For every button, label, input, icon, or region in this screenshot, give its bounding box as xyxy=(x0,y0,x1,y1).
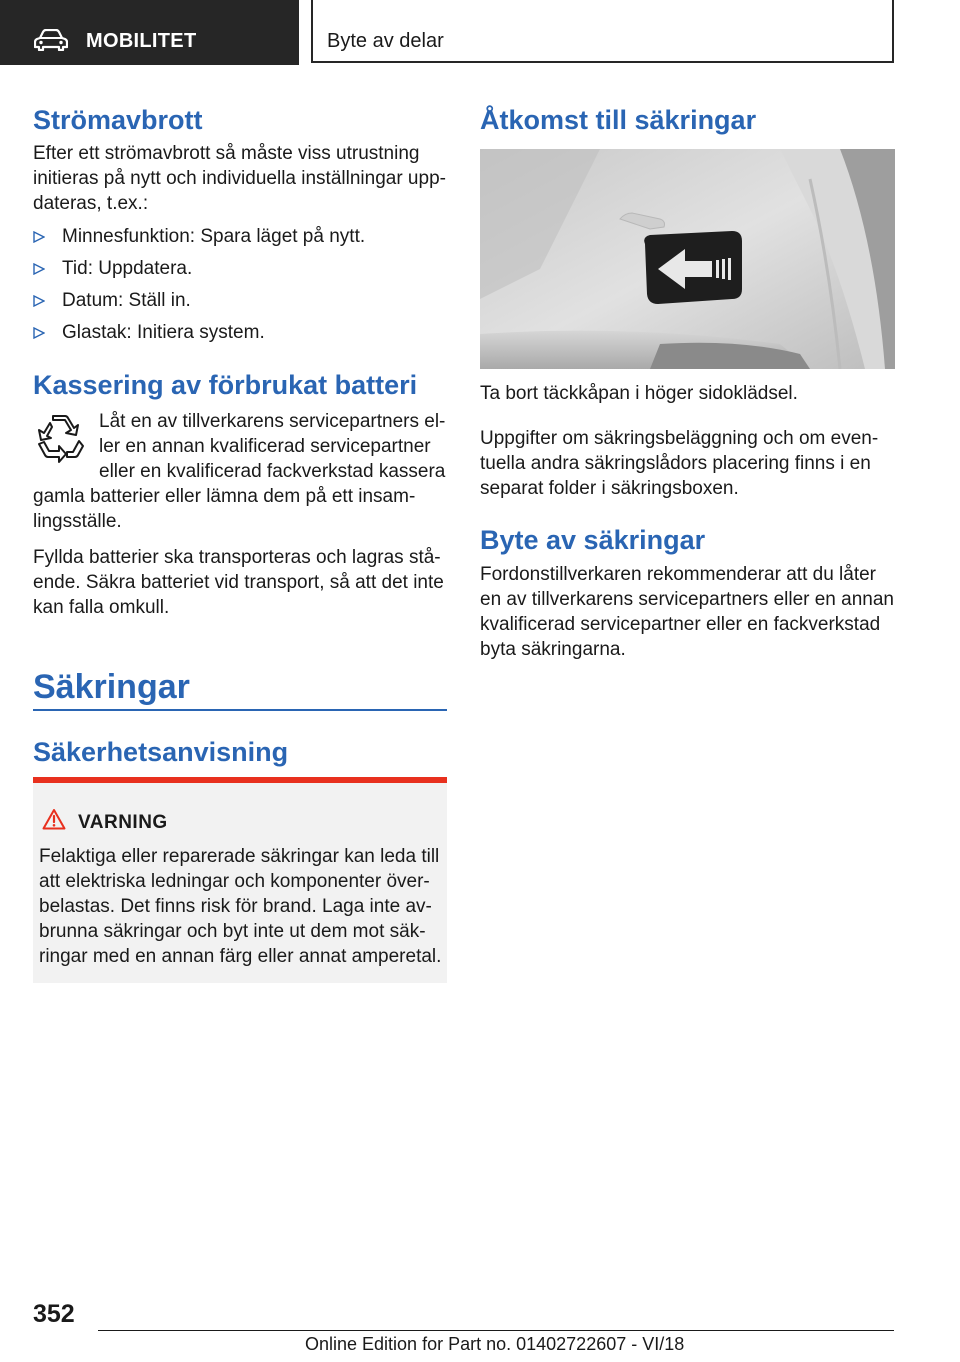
triangle-bullet-icon xyxy=(33,295,45,307)
fuse-replace-para: Fordonstillverkaren rekommenderar att du låter en av tillverkarens servicepartners eller en annan kvalificerad servicepartner eller en fackverkstad byta säkringarna. xyxy=(480,564,894,660)
power-outage-intro: Efter ett strömavbrott så måste viss utrustning initieras på nytt och individuella inställningar upp-dateras, t.ex.: xyxy=(33,143,446,214)
fuse-replace-heading: Byte av säkringar xyxy=(480,525,706,555)
car-icon xyxy=(34,29,68,51)
triangle-bullet-icon xyxy=(33,263,45,275)
chapter-header xyxy=(311,0,894,63)
fuses-title: Säkringar xyxy=(33,668,190,706)
power-outage-heading: Strömavbrott xyxy=(33,105,203,135)
edition-note: Online Edition for Part no. 01402722607 - VI/18 xyxy=(305,1334,685,1354)
footer-divider xyxy=(98,1330,894,1331)
photo-caption: Ta bort täckkåpan i höger sidoklädsel. xyxy=(480,383,798,404)
section-label: MOBILITET xyxy=(86,30,197,52)
battery-transport-para: Fyllda batterier ska transporteras och lagras stå-ende. Säkra batteriet vid transport, så att det inte kan falla omkull. xyxy=(33,547,444,618)
fuse-access-para: Uppgifter om säkringsbeläggning och om even-tuella andra säkringslådors placering finns i en separat folder i säkringsboxen. xyxy=(480,428,879,499)
section-divider xyxy=(33,709,447,711)
page-number: 352 xyxy=(33,1300,75,1328)
battery-disposal-heading: Kassering av förbrukat batteri xyxy=(33,370,418,400)
fuse-access-heading: Åtkomst till säkringar xyxy=(480,105,757,135)
warning-text: Felaktiga eller reparerade säkringar kan leda till att elektriska ledningar och komponenter över-belastas. Det finns risk för brand. Laga inte av-brunna säkringar och byt inte ut dem mot säk-ringar med en annan färg eller annat amperetal. xyxy=(39,846,442,967)
warning-label: VARNING xyxy=(78,812,168,833)
section-tab xyxy=(0,0,299,65)
chapter-title: Byte av delar xyxy=(327,30,444,52)
battery-disposal-para: Låt en av tillverkarens servicepartners el-ler en annan kvalificerad servicepartner eller en kvalificerad fackverkstad kassera gamla batterier eller lämna dem på ett insam-lingsställe. xyxy=(33,411,446,532)
warning-box xyxy=(33,777,447,983)
warning-triangle-icon xyxy=(42,808,66,830)
triangle-bullet-icon xyxy=(33,327,45,339)
fuse-cover-photo xyxy=(480,149,895,369)
battery-disposal-text xyxy=(33,409,447,534)
triangle-bullet-icon xyxy=(33,231,45,243)
safety-heading: Säkerhetsanvisning xyxy=(33,737,289,767)
